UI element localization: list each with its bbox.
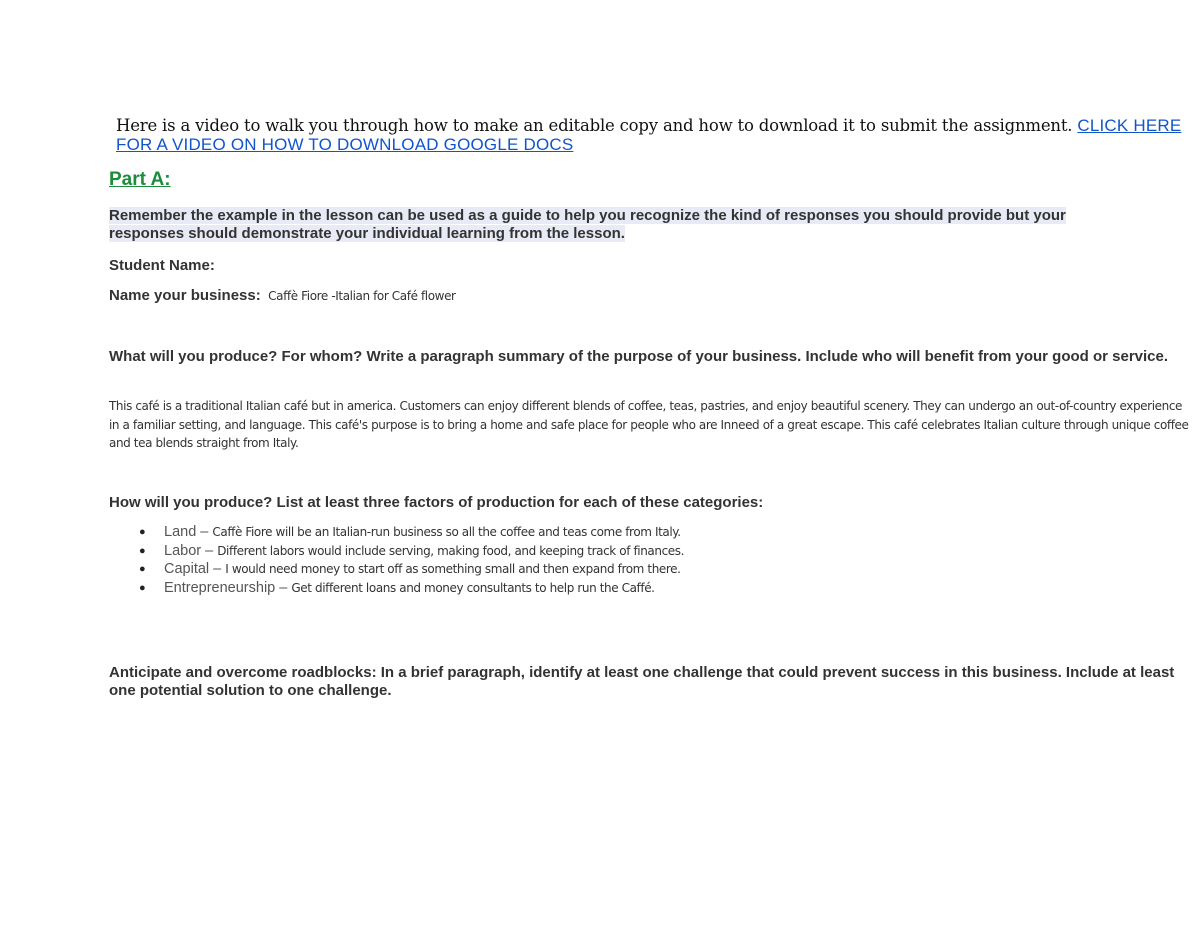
list-item xyxy=(136,560,684,579)
student-name-label: Student Name: xyxy=(109,257,215,274)
intro-paragraph xyxy=(116,116,1186,154)
factor-answer[interactable]: Get different loans and money consultants to help run the Caffé. xyxy=(291,580,655,595)
factor-dash: – xyxy=(209,561,226,578)
factor-dash: – xyxy=(275,579,292,596)
list-item xyxy=(136,579,684,598)
business-name-row xyxy=(109,287,456,305)
question-produce-how: How will you produce? List at least three factors of production for each of these categories: xyxy=(109,494,764,511)
list-item xyxy=(136,542,684,561)
factor-dash: – xyxy=(201,542,218,559)
factor-term: Labor xyxy=(164,542,202,559)
part-a-heading: Part A: xyxy=(109,169,171,190)
bullet-icon: ● xyxy=(139,563,146,576)
factor-answer[interactable]: Different labors would include serving, making food, and keeping track of finances. xyxy=(217,543,685,558)
list-item xyxy=(136,523,684,542)
business-name-label: Name your business: xyxy=(109,287,261,304)
video-link[interactable]: CLICK HERE FOR A VIDEO ON HOW TO DOWNLOAD GOOGLE DOCS xyxy=(116,116,1182,154)
factor-term: Entrepreneurship xyxy=(164,579,276,596)
factor-answer[interactable]: I would need money to start off as something small and then expand from there. xyxy=(225,562,681,577)
answer-produce-what[interactable]: This café is a traditional Italian café but in america. Customers can enjoy different blends of coffee, teas, pastries, and enjoy beautiful scenery. They can undergo an out-of-country experience in a familiar setting, and language. This café's purpose is to bring a home and safe place for people who are Inneed of a great escape. This café celebrates Italian culture through unique coffee and tea blends straight from Italy. xyxy=(109,399,1189,450)
factor-answer[interactable]: Caffè Fiore will be an Italian-run business so all the coffee and teas come from Italy. xyxy=(212,525,681,539)
bullet-icon: ● xyxy=(139,544,146,557)
business-name-answer[interactable]: Caffè Fiore -Italian for Café flower xyxy=(268,289,456,303)
bullet-icon: ● xyxy=(139,526,146,538)
bullet-icon: ● xyxy=(139,581,146,594)
factor-term: Capital xyxy=(164,561,210,578)
question-produce-what: What will you produce? For whom? Write a paragraph summary of the purpose of your business. Include who will benefit from your good or service. xyxy=(109,348,1169,365)
factor-term: Land xyxy=(164,524,197,540)
question-roadblocks: Anticipate and overcome roadblocks: In a brief paragraph, identify at least one challenge that could prevent success in this business. Include at least one potential solution to one challenge. xyxy=(109,664,1175,699)
factor-dash: – xyxy=(196,524,213,540)
reminder-text: Remember the example in the lesson can be used as a guide to help you recognize the kind of responses you should provide but your responses should demonstrate your individual learning from the lesson. xyxy=(109,207,1066,242)
intro-text: Here is a video to walk you through how to make an editable copy and how to download it to submit the assignment. xyxy=(116,116,1073,135)
factors-list xyxy=(136,523,684,597)
reminder-note xyxy=(109,207,1139,243)
